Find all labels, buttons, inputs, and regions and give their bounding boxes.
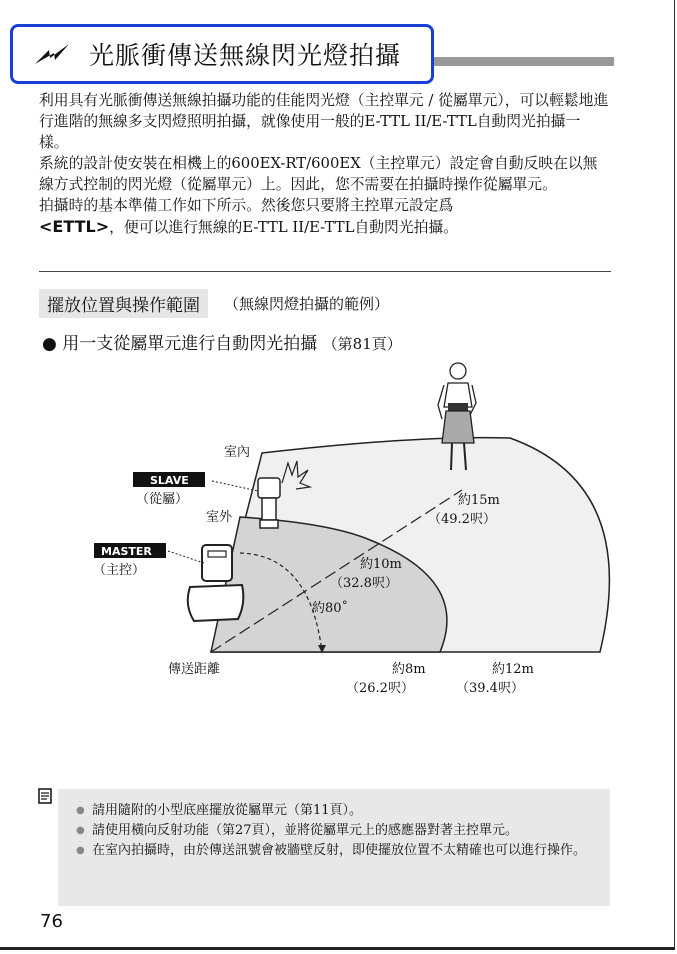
subsection-heading — [39, 291, 389, 315]
intro-paragraph-3 — [39, 195, 609, 238]
page-number: 76 — [40, 911, 63, 932]
range-8m-feet: （26.2呎） — [346, 681, 414, 696]
subsection-note: （無線閃燈拍攝的範例） — [224, 294, 390, 313]
note-item: ● 請用隨附的小型底座擺放從屬單元（第11頁）。 — [76, 801, 590, 821]
range-10m-feet: （32.8呎） — [330, 576, 398, 591]
indoor-label: 室內 — [224, 445, 251, 460]
bullet-item: ● 用一支從屬單元進行自動閃光拍攝 （第81頁） — [42, 334, 402, 354]
lightning-icon — [33, 40, 73, 68]
page-title: 光脈衝傳送無線閃光燈拍攝 — [89, 41, 402, 70]
angle-label: 約80˚ — [312, 601, 349, 616]
divider — [39, 271, 611, 272]
title-rule — [434, 57, 614, 66]
master-tag: MASTER — [101, 545, 152, 558]
range-12m-feet: （39.4呎） — [456, 681, 524, 696]
outdoor-label: 室外 — [206, 510, 233, 525]
slave-caption: （從屬） — [136, 492, 189, 507]
slave-tag: SLAVE — [150, 474, 189, 487]
range-15m: 約15m — [458, 493, 500, 508]
range-8m: 約8m — [392, 662, 426, 677]
range-diagram — [0, 355, 677, 750]
range-12m: 約12m — [492, 662, 534, 677]
section-title-box — [10, 24, 434, 84]
range-10m: 約10m — [360, 557, 402, 572]
subsection-title: 擺放位置與操作範圍 — [39, 289, 208, 318]
bullet-text: 用一支從屬單元進行自動閃光拍攝 — [62, 334, 318, 354]
range-15m-feet: （49.2呎） — [428, 512, 496, 527]
master-leader — [168, 551, 204, 563]
bullet-note: （第81頁） — [322, 335, 402, 353]
master-caption: （主控） — [93, 563, 146, 578]
note-item: ● 在室內拍攝時，由於傳送訊號會被牆壁反射，即使擺放位置不太精確也可以進行操作。 — [76, 841, 590, 861]
intro-final-text: ，便可以進行無線的E-TTL II/E-TTL自動閃光拍攝。 — [109, 219, 459, 236]
note-item: ● 請使用橫向反射功能（第27頁），並將從屬單元上的感應器對著主控單元。 — [76, 821, 590, 841]
slave-leader — [212, 481, 258, 491]
intro-paragraph-2: 系統的設計使安裝在相機上的600EX-RT/600EX（主控單元）設定會自動反映在以無線方式控制的閃光燈（從屬單元）上。因此，您不需要在拍攝時操作從屬單元。 — [39, 155, 598, 193]
notes-box — [58, 789, 610, 906]
ettl-mode: <ETTL> — [39, 217, 110, 236]
intro-paragraph-1: 利用具有光脈衝傳送無線拍攝功能的佳能閃光燈（主控單元 / 從屬單元），可以輕鬆地進行進階的無線多支閃燈照明拍攝，就像使用一般的E-TTL II/E-TTL自動閃光拍攝一樣。 — [39, 92, 609, 151]
memo-icon — [38, 788, 52, 804]
intro-text — [39, 90, 609, 238]
intro-paragraph-3-text: 拍攝時的基本準備工作如下所示。然後您只要將主控單元設定爲 — [39, 197, 454, 214]
distance-label: 傳送距離 — [168, 662, 221, 677]
